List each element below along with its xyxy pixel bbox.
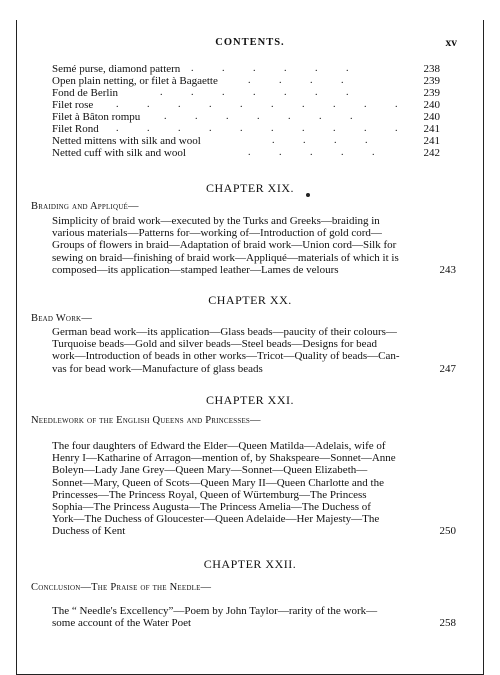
toc-entry-list [52, 63, 440, 159]
toc-entry-label: Netted cuff with silk and wool [52, 147, 186, 159]
toc-entry-page: 239 [423, 75, 440, 87]
toc-entry-label: Filet Rond [52, 123, 99, 135]
toc-entry-page: 240 [423, 111, 440, 123]
summary-line-text: Duchess of Kent [52, 525, 126, 538]
toc-entry-page: 242 [423, 147, 440, 159]
toc-entry [52, 75, 440, 87]
leader-dots: . . . . . [248, 147, 388, 158]
summary-line: work—Introduction of beads in other works—Tricot—Quality of beads—Can- [52, 350, 400, 363]
summary-line-text: some account of the Water Poet [52, 617, 192, 630]
section-heading: Bead Work— [31, 313, 93, 324]
toc-entry-label: Fond de Berlin [52, 87, 118, 99]
toc-entry [52, 147, 440, 159]
toc-entry [52, 99, 440, 111]
toc-entry-page: 240 [423, 99, 440, 111]
chapter-heading: CHAPTER XIX. [205, 181, 294, 195]
summary-line [52, 264, 456, 276]
ink-spot [306, 193, 310, 197]
section-heading: Needlework of the English Queens and Princesses— [31, 415, 261, 426]
summary-line: Princesses—The Princess Royal, Queen of Würtemburg—The Princess [52, 488, 367, 501]
toc-entry [52, 111, 440, 123]
section-heading: Conclusion—The Praise of the Needle— [31, 582, 212, 593]
summary-line: Boleyn—Lady Jane Grey—Queen Mary—Sonnet—Queen Elizabeth— [52, 464, 368, 477]
leader-dots: . . . . . . . . . . [116, 99, 411, 110]
chapter-summary [52, 440, 456, 538]
summary-line: sewing on braid—finishing of braid work—Appliqué—materials of which it is [52, 251, 399, 264]
toc-entry-page: 241 [423, 123, 440, 135]
summary-line [52, 363, 456, 375]
leader-dots: . . . . . . . [160, 87, 362, 98]
toc-entry-page: 238 [423, 63, 440, 75]
chapter-summary [52, 326, 456, 375]
summary-line: Turquoise beads—Gold and silver beads—Steel beads—Designs for bead [52, 338, 377, 351]
toc-entry-label: Filet à Bâton rompu [52, 111, 141, 123]
leader-dots: . . . . [272, 135, 381, 146]
toc-entry-label: Open plain netting, or filet à Bagaette [52, 75, 218, 87]
toc-entry-page: 241 [423, 135, 440, 147]
running-header [0, 37, 500, 51]
toc-entry-label: Semé purse, diamond pattern [52, 63, 181, 75]
toc-entry [52, 87, 440, 99]
summary-line-text: composed—its application—stamped leather—Lames de velours [52, 263, 339, 276]
summary-line [52, 525, 456, 537]
summary-line: Henry I—Katharine of Arragon—mention of, by Shakspeare—Sonnet—Anne [52, 452, 396, 465]
summary-line: various materials—Patterns for—working of—Introduction of gold cord— [52, 227, 382, 240]
toc-entry [52, 135, 440, 147]
summary-line: Simplicity of braid work—executed by the Turks and Greeks—braiding in [52, 215, 380, 227]
summary-line: The “ Needle's Excellency”—Poem by John Taylor—rarity of the work— [52, 605, 378, 617]
summary-line: The four daughters of Edward the Elder—Queen Matilda—Adelais, wife of [52, 440, 386, 452]
leader-dots: . . . . [248, 75, 357, 86]
chapter-page: 243 [439, 263, 456, 276]
running-title: CONTENTS. [215, 37, 285, 48]
toc-entry-label: Netted mittens with silk and wool [52, 135, 201, 147]
chapter-heading: CHAPTER XXII. [203, 557, 297, 571]
chapter-page: 247 [439, 362, 456, 375]
toc-entry-label: Filet rose [52, 99, 94, 111]
chapter-heading: CHAPTER XX. [208, 293, 292, 307]
summary-line [52, 617, 456, 629]
leader-dots: . . . . . . . [164, 111, 366, 122]
summary-line: Sophia—The Princess Augusta—The Princess Amelia—The Duchess of [52, 500, 371, 513]
summary-line: German bead work—its application—Glass beads—paucity of their colours— [52, 326, 397, 338]
chapter-heading: CHAPTER XXI. [205, 393, 294, 407]
summary-line: York—The Duchess of Gloucester—Queen Adelaide—Her Majesty—The [52, 513, 380, 526]
toc-entry [52, 123, 440, 135]
summary-line-text: vas for bead work—Manufacture of glass beads [52, 362, 263, 375]
section-heading: Braiding and Appliqué— [31, 201, 139, 212]
summary-line: Groups of flowers in braid—Adaptation of braid work—Union cord—Silk for [52, 239, 397, 252]
summary-line: Sonnet—Mary, Queen of Scots—Queen Mary II—Queen Charlotte and the [52, 476, 384, 489]
toc-entry-page: 239 [423, 87, 440, 99]
page-number: xv [445, 37, 457, 49]
chapter-page: 258 [439, 617, 456, 630]
leader-dots: . . . . . . . . . . [116, 123, 411, 134]
leader-dots: . . . . . . . [160, 63, 362, 74]
chapter-page: 250 [439, 525, 456, 538]
chapter-summary [52, 605, 456, 629]
chapter-summary [52, 215, 456, 276]
toc-entry [52, 63, 440, 75]
